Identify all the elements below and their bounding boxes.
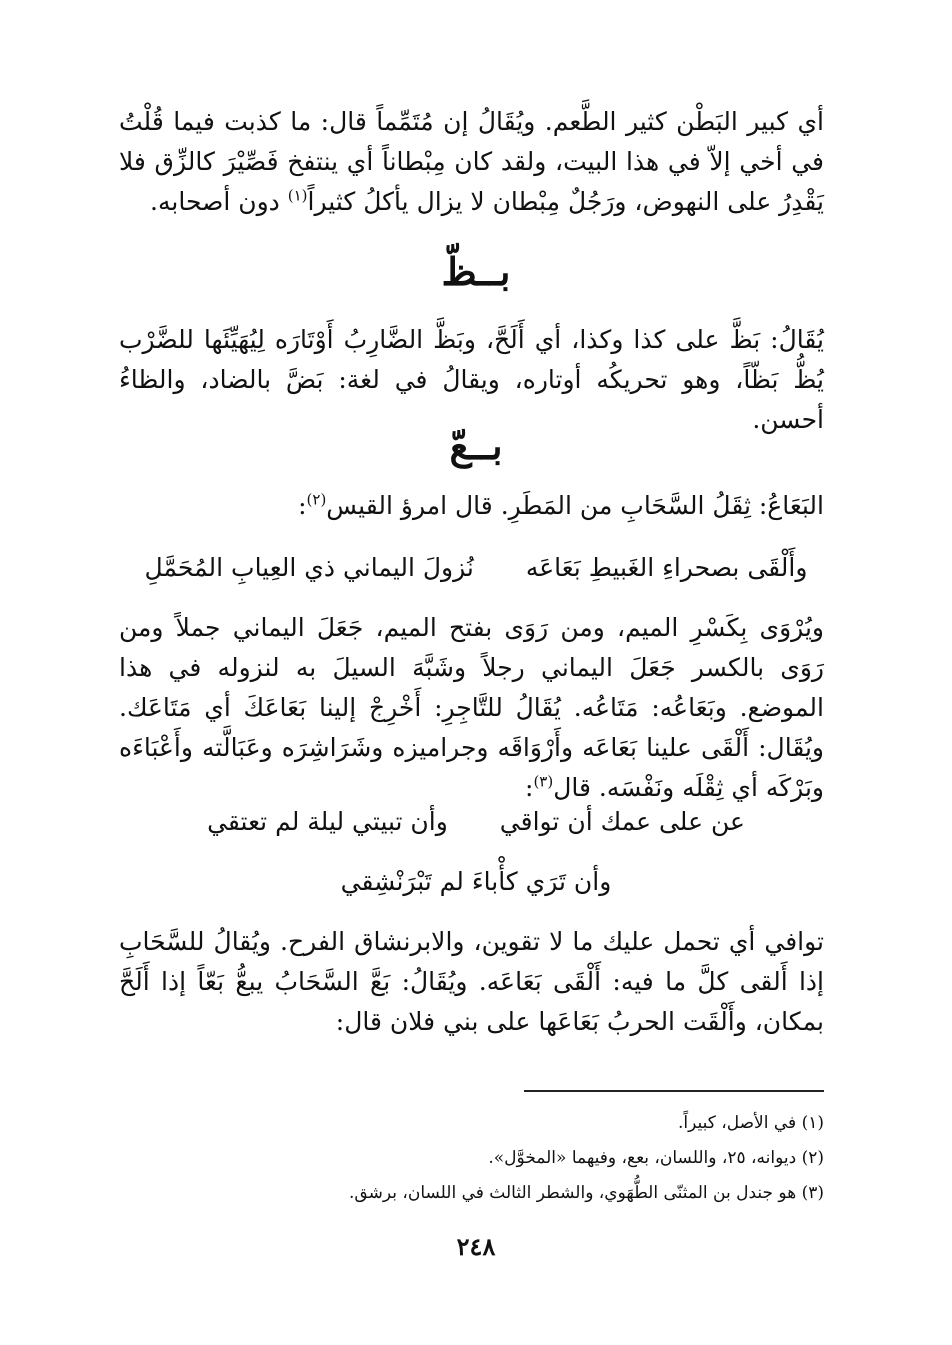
paragraph-3: [119, 486, 824, 526]
verse-2-second-hemistich: وأن تبيتي ليلة لم تعتقي: [207, 807, 448, 836]
footnote-1: (١) في الأصل، كبيراً.: [678, 1113, 824, 1133]
footnote-3: (٣) هو جندل بن المثنّى الطُّهَوي، والشطر الثالث في اللسان، برشق.: [349, 1183, 824, 1203]
verse-1-second-hemistich: نُزولَ اليماني ذي العِيابِ المُحَمَّلِ: [144, 553, 474, 582]
footnotes: [119, 1106, 824, 1211]
page-number: ٢٤٨: [456, 1232, 496, 1261]
paragraph-2: يُقَالُ: بَظَّ على كذا وكذا، أي أَلَحَّ، وبَظَّ الضَّارِبُ أَوْتَارَه لِيُهَيِّئَها للضَّرْب يُظُّ بَظّاً، وهو تحريكُه أوتاره، ويقالُ في لغة: بَضَّ بالضاد، والظاءُ أحسن.: [119, 325, 824, 434]
paragraph-5: توافي أي تحمل عليك ما لا تقوين، والابرنشاق الفرح. ويُقالُ للسَّحَابِ إذا أَلقى كلَّ ما فيه: أَلْقَى بَعَاعَه. ويُقَالُ: بَعَّ السَّحَابُ يبعُّ بَعّاً إذا أَلَحَّ بمكان، وأَلْقَت الحربُ بَعَاعَها على بني فلان قال:: [119, 927, 824, 1036]
paragraph-1: [119, 102, 824, 222]
paragraph-3-text: البَعَاعُ: ثِقَلُ السَّحَابِ من المَطَرِ. قال امرؤ القيس: [326, 491, 824, 520]
footnote-ref-1: (١): [287, 186, 308, 205]
footnote-separator: [524, 1090, 824, 1092]
footnote-ref-2: (٢): [306, 490, 327, 509]
verse-2-first-hemistich: عن على عمك أن تواقي: [499, 807, 745, 836]
paragraph-1-end: دون أصحابه.: [150, 187, 288, 216]
paragraph-1-text: أي كبير البَطْن كثير الطَّعم. ويُقَالُ إن مُتَمِّماً قال: ما كذبت فيما قُلْتُ في أخي إلاّ في هذا البيت، ولقد كان مِبْطاناً أي ينتفخ فَصِّيْرَ كالزِّق فلا يَقْدِرُ على النهوض، ورَجُلٌ مِبْطان لا يزال يأكلُ كثيراً: [119, 107, 824, 216]
verse-3: وأن تَرَي كأْباءَ لم تَبْرَنْشِقي: [340, 867, 612, 896]
verse-1-first-hemistich: وأَلْقَى بصحراءِ الغَبيطِ بَعَاعَه: [525, 553, 808, 582]
paragraph-3-end: :: [298, 491, 307, 520]
verse-2: [0, 802, 952, 842]
paragraph-4: [119, 608, 824, 808]
paragraph-4-text: ويُرْوَى بِكَسْرِ الميم، ومن رَوَى بفتح الميم، جَعَلَ اليماني جملاً ومن رَوَى بالكسر جَعَلَ اليماني رجلاً وشَبَّهَ السيلَ به لنزوله في هذا الموضع. وبَعَاعُه: مَتَاعُه. يُقَالُ للتَّاجِرِ: أَخْرِجْ إلينا بَعَاعَكَ أي مَتَاعَك. ويُقَال: أَلْقَى علينا بَعَاعَه وأَرْوَاقَه وجراميزه وشَرَاشِرَه وعَبَالَّته وأَعْبَاءَه وبَرْكَه أي ثِقْلَه ونَفْسَه. قال: [119, 613, 824, 802]
entry-heading-baa: بــعّ: [449, 423, 503, 468]
paragraph-4-end: :: [525, 773, 534, 802]
footnote-2: (٢) ديوانه، ٢٥، واللسان، بعع، وفيهما «المخوَّل».: [488, 1148, 824, 1168]
footnote-ref-3: (٣): [533, 772, 554, 791]
entry-heading-bazz: بــظّ: [441, 249, 511, 294]
verse-1: [0, 548, 952, 588]
